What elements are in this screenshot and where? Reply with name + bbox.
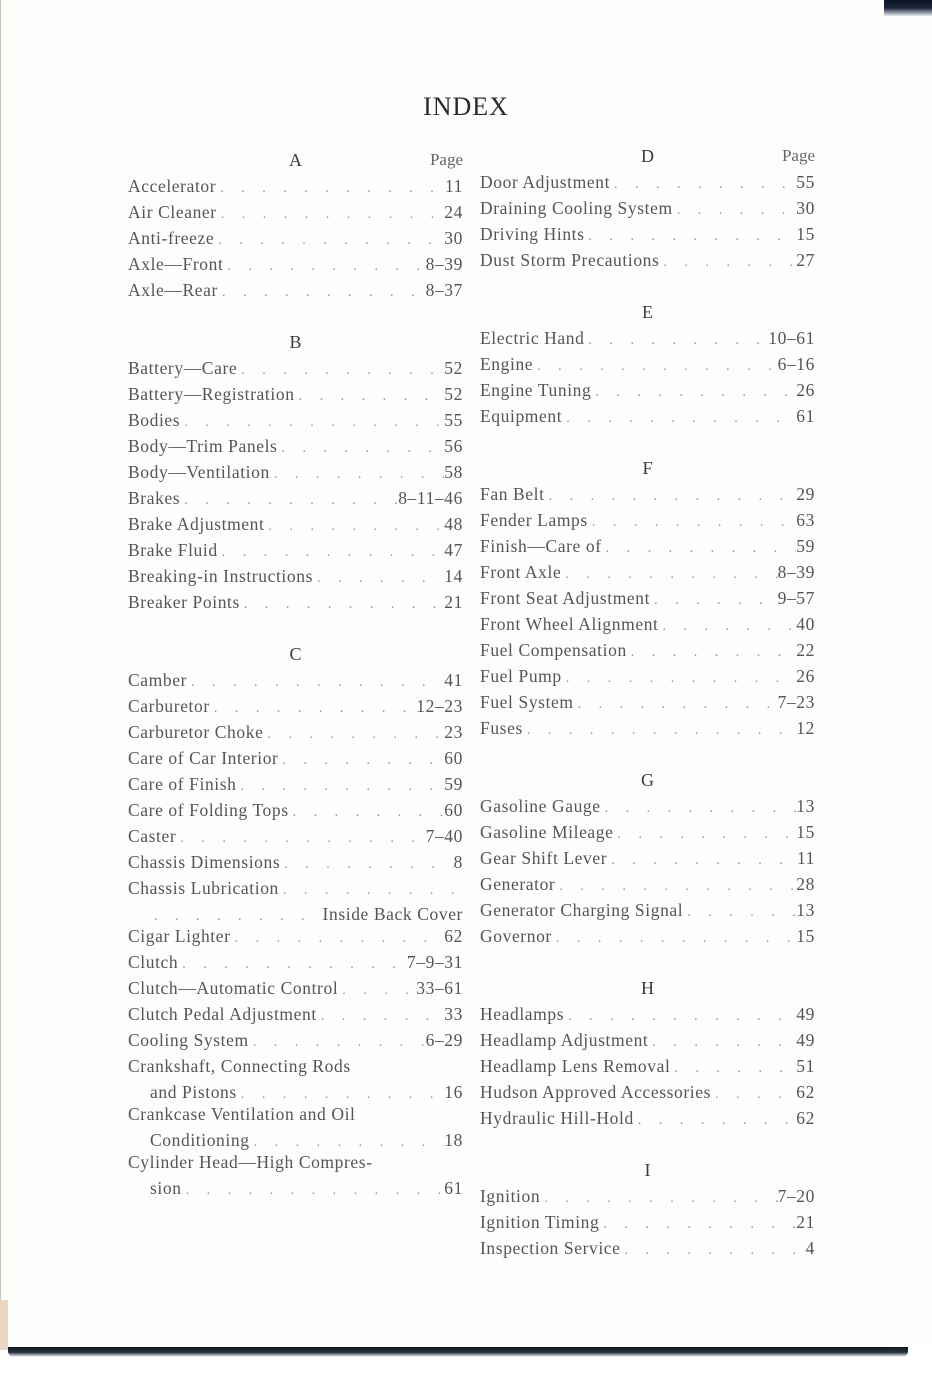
index-entry xyxy=(128,878,463,904)
index-entry xyxy=(480,822,815,848)
entry-name: Battery—Care xyxy=(128,358,238,378)
page-edge xyxy=(0,1300,8,1350)
entry-page: 21 xyxy=(444,592,463,612)
index-entry xyxy=(128,462,463,488)
leader-dots xyxy=(602,541,797,557)
index-entry xyxy=(480,640,815,666)
entry-name: Caster xyxy=(128,826,177,846)
leader-dots xyxy=(240,597,444,613)
entry-name: Headlamp Adjustment xyxy=(480,1030,649,1050)
entry-name: Electric Hand xyxy=(480,328,585,348)
index-entry-continuation xyxy=(128,1082,463,1104)
section-gap xyxy=(128,306,463,332)
leader-dots xyxy=(218,545,445,561)
section-letter: F xyxy=(642,458,653,478)
entry-name: Carburetor Choke xyxy=(128,722,264,742)
entry-page: 16 xyxy=(444,1082,463,1102)
section-gap xyxy=(480,744,815,770)
index-entry xyxy=(128,774,463,800)
index-entry xyxy=(480,718,815,744)
entry-page: 22 xyxy=(796,640,815,660)
page-column-header: Page xyxy=(781,146,815,165)
leader-dots xyxy=(673,203,797,219)
index-entry xyxy=(480,1108,815,1134)
index-entry xyxy=(480,406,815,432)
leader-dots xyxy=(621,1243,806,1259)
entry-page: 23 xyxy=(444,722,463,742)
section-letter: D xyxy=(641,146,654,166)
entry-page: 26 xyxy=(796,380,815,400)
index-entry xyxy=(128,254,463,280)
entry-name: Front Wheel Alignment xyxy=(480,614,659,634)
leader-dots xyxy=(210,701,416,717)
index-entry-continuation xyxy=(128,1178,463,1200)
index-entry xyxy=(480,562,815,588)
leader-dots xyxy=(218,285,426,301)
index-entry xyxy=(480,1056,815,1082)
entry-name: Headlamps xyxy=(480,1004,565,1024)
entry-page: 4 xyxy=(805,1238,815,1258)
index-entry xyxy=(480,380,815,406)
index-entry xyxy=(480,874,815,900)
index-entry xyxy=(480,614,815,640)
index-entry xyxy=(128,228,463,254)
index-entry xyxy=(480,666,815,692)
entry-page: 27 xyxy=(796,250,815,270)
index-entry xyxy=(480,900,815,926)
index-entry xyxy=(480,328,815,354)
section-gap xyxy=(480,1134,815,1160)
entry-page: 41 xyxy=(444,670,463,690)
entry-page: 21 xyxy=(796,1212,815,1232)
section-heading xyxy=(480,146,815,172)
index-entry xyxy=(128,852,463,878)
entry-name: Fuel Compensation xyxy=(480,640,627,660)
index-entry xyxy=(128,670,463,696)
entry-name: Generator Charging Signal xyxy=(480,900,684,920)
index-entry xyxy=(480,510,815,536)
entry-page: 7–20 xyxy=(777,1186,815,1206)
leader-dots xyxy=(180,415,444,431)
entry-name: Engine xyxy=(480,354,534,374)
entry-name: Fuel System xyxy=(480,692,574,712)
leader-dots xyxy=(591,385,796,401)
entry-page: Inside Back Cover xyxy=(322,904,463,924)
entry-page: 52 xyxy=(444,358,463,378)
leader-dots xyxy=(555,879,796,895)
entry-name: Care of Finish xyxy=(128,774,237,794)
index-entry xyxy=(128,566,463,592)
index-entry xyxy=(480,1238,815,1264)
leader-dots xyxy=(223,259,425,275)
leader-dots xyxy=(533,359,777,375)
index-entry xyxy=(480,354,815,380)
entry-page: 63 xyxy=(796,510,815,530)
entry-name: Bodies xyxy=(128,410,181,430)
section-gap xyxy=(480,276,815,302)
index-entry xyxy=(480,588,815,614)
index-entry xyxy=(128,358,463,384)
entry-name: Fender Lamps xyxy=(480,510,588,530)
leader-dots xyxy=(295,389,445,405)
leader-dots xyxy=(250,1135,445,1151)
leader-dots xyxy=(601,801,797,817)
leader-dots xyxy=(588,515,796,531)
leader-dots xyxy=(650,593,777,609)
entry-page: 61 xyxy=(796,406,815,426)
entry-name: Gasoline Gauge xyxy=(480,796,601,816)
entry-name: Driving Hints xyxy=(480,224,585,244)
entry-page: 55 xyxy=(796,172,815,192)
entry-page: 8 xyxy=(453,852,463,872)
entry-page: 8–39 xyxy=(777,562,815,582)
index-entry xyxy=(128,800,463,826)
index-entry xyxy=(480,1186,815,1212)
entry-name: Brake Fluid xyxy=(128,540,218,560)
index-entry xyxy=(128,926,463,952)
leader-dots xyxy=(178,957,407,973)
leader-dots xyxy=(659,255,796,271)
page-title: INDEX xyxy=(423,92,509,121)
entry-page: 47 xyxy=(444,540,463,560)
entry-page: 52 xyxy=(444,384,463,404)
leader-dots xyxy=(217,207,445,223)
entry-name: Battery—Registration xyxy=(128,384,295,404)
entry-name: Ignition xyxy=(480,1186,541,1206)
entry-name: Clutch Pedal Adjustment xyxy=(128,1004,317,1024)
index-entry xyxy=(480,536,815,562)
entry-name: Finish—Care of xyxy=(480,536,602,556)
entry-page: 15 xyxy=(796,224,815,244)
index-entry xyxy=(480,1004,815,1030)
entry-name: Inspection Service xyxy=(480,1238,621,1258)
section-letter: B xyxy=(289,332,302,352)
entry-name: Brakes xyxy=(128,488,181,508)
entry-name: Care of Car Interior xyxy=(128,748,279,768)
section-heading xyxy=(128,644,463,670)
scan-shadow-top xyxy=(884,0,932,16)
section-heading xyxy=(480,458,815,484)
entry-page: 28 xyxy=(796,874,815,894)
entry-page: 62 xyxy=(796,1108,815,1128)
entry-name: Camber xyxy=(128,670,187,690)
entry-page: 48 xyxy=(444,514,463,534)
entry-name: Door Adjustment xyxy=(480,172,611,192)
leader-dots xyxy=(278,753,444,769)
section-letter: A xyxy=(289,150,302,170)
leader-dots xyxy=(180,493,398,509)
entry-name: Ignition Timing xyxy=(480,1212,600,1232)
section-letter: G xyxy=(641,770,654,790)
leader-dots xyxy=(214,233,444,249)
entry-page: 6–29 xyxy=(425,1030,463,1050)
section-heading xyxy=(480,1160,815,1186)
entry-page: 62 xyxy=(444,926,463,946)
leader-dots xyxy=(540,1191,777,1207)
entry-page: 8–37 xyxy=(425,280,463,300)
entry-name: Accelerator xyxy=(128,176,217,196)
entry-page: 61 xyxy=(444,1178,463,1198)
entry-name: Draining Cooling System xyxy=(480,198,673,218)
page-column-header: Page xyxy=(429,150,463,169)
leader-dots xyxy=(614,827,797,843)
entry-name: Chassis Lubrication xyxy=(128,878,279,898)
entry-page: 51 xyxy=(796,1056,815,1076)
entry-page: 26 xyxy=(796,666,815,686)
scan-shadow-bottom xyxy=(8,1347,908,1357)
entry-page: 7–40 xyxy=(425,826,463,846)
index-entry xyxy=(128,1056,463,1082)
entry-name: Front Axle xyxy=(480,562,562,582)
entry-page: 59 xyxy=(444,774,463,794)
entry-page: 9–57 xyxy=(777,588,815,608)
entry-name: Gasoline Mileage xyxy=(480,822,614,842)
index-entry xyxy=(480,198,815,224)
leader-dots xyxy=(552,931,796,947)
leader-dots xyxy=(634,1113,796,1129)
entry-name: Fan Belt xyxy=(480,484,545,504)
leader-dots xyxy=(574,697,778,713)
entry-page: 15 xyxy=(796,822,815,842)
entry-page: 11 xyxy=(444,176,463,196)
index-entry xyxy=(128,952,463,978)
entry-name: Hudson Approved Accessories xyxy=(480,1082,712,1102)
entry-name: Crankshaft, Connecting Rods xyxy=(128,1056,351,1076)
entry-page: 11 xyxy=(796,848,815,868)
leader-dots xyxy=(237,1087,444,1103)
leader-dots xyxy=(317,1009,445,1025)
entry-page: 60 xyxy=(444,748,463,768)
entry-page: 8–11–46 xyxy=(398,488,463,508)
leader-dots xyxy=(231,931,445,947)
entry-page: 29 xyxy=(796,484,815,504)
index-entry xyxy=(128,488,463,514)
section-gap xyxy=(128,618,463,644)
entry-name: Engine Tuning xyxy=(480,380,592,400)
leader-dots xyxy=(237,363,444,379)
section-heading xyxy=(128,332,463,358)
index-entry xyxy=(128,436,463,462)
index-entry xyxy=(480,250,815,276)
leader-dots xyxy=(610,177,796,193)
leader-dots xyxy=(280,857,453,873)
entry-page: 56 xyxy=(444,436,463,456)
leader-dots xyxy=(627,645,797,661)
entry-page: 49 xyxy=(796,1004,815,1024)
leader-dots xyxy=(270,467,444,483)
section-letter: I xyxy=(644,1160,651,1180)
leader-dots xyxy=(277,441,444,457)
entry-name: Conditioning xyxy=(150,1130,250,1150)
section-letter: C xyxy=(289,644,302,664)
entry-name: Cigar Lighter xyxy=(128,926,231,946)
entry-name: Equipment xyxy=(480,406,563,426)
entry-name: Carburetor xyxy=(128,696,210,716)
entry-name: Governor xyxy=(480,926,552,946)
leader-dots xyxy=(176,831,425,847)
entry-page: 33 xyxy=(444,1004,463,1024)
leader-dots xyxy=(249,1035,426,1051)
leader-dots xyxy=(599,1217,796,1233)
index-entry xyxy=(128,748,463,774)
index-entry xyxy=(480,1212,815,1238)
entry-name: Air Cleaner xyxy=(128,202,217,222)
leader-dots xyxy=(562,411,796,427)
entry-name: and Pistons xyxy=(150,1082,237,1102)
index-entry xyxy=(128,540,463,566)
section-heading xyxy=(128,150,463,176)
leader-dots xyxy=(150,909,323,925)
entry-name: Generator xyxy=(480,874,556,894)
entry-page: 12 xyxy=(796,718,815,738)
leader-dots xyxy=(659,619,797,635)
entry-name: Breaker Points xyxy=(128,592,240,612)
index-entry xyxy=(480,692,815,718)
index-column-left xyxy=(128,150,463,1200)
entry-page: 60 xyxy=(444,800,463,820)
leader-dots xyxy=(216,181,445,197)
index-entry xyxy=(128,410,463,436)
index-column-right xyxy=(480,146,815,1264)
index-entry xyxy=(128,1104,463,1130)
entry-name: Care of Folding Tops xyxy=(128,800,289,820)
index-entry xyxy=(128,1030,463,1056)
leader-dots xyxy=(545,489,797,505)
leader-dots xyxy=(711,1087,796,1103)
entry-name: Gear Shift Lever xyxy=(480,848,608,868)
entry-page: 12–23 xyxy=(416,696,463,716)
entry-name: Body—Trim Panels xyxy=(128,436,278,456)
entry-page: 7–9–31 xyxy=(406,952,463,972)
section-heading xyxy=(480,770,815,796)
index-entry xyxy=(480,796,815,822)
entry-name: Hydraulic Hill-Hold xyxy=(480,1108,634,1128)
leader-dots xyxy=(607,853,797,869)
entry-page: 55 xyxy=(444,410,463,430)
entry-page: 30 xyxy=(796,198,815,218)
leader-dots xyxy=(564,1009,796,1025)
scan-margin-right xyxy=(888,16,932,1346)
leader-dots xyxy=(585,333,769,349)
entry-page: 30 xyxy=(444,228,463,248)
index-entry xyxy=(480,848,815,874)
index-entry xyxy=(128,176,463,202)
leader-dots xyxy=(523,723,796,739)
section-letter: H xyxy=(641,978,654,998)
leader-dots xyxy=(237,779,445,795)
entry-page: 15 xyxy=(796,926,815,946)
leader-dots xyxy=(279,883,463,899)
entry-page: 62 xyxy=(796,1082,815,1102)
entry-page: 59 xyxy=(796,536,815,556)
index-entry xyxy=(480,1030,815,1056)
index-entry-continuation xyxy=(128,1130,463,1152)
index-entry xyxy=(480,224,815,250)
entry-name: Cooling System xyxy=(128,1030,249,1050)
entry-name: Clutch—Automatic Control xyxy=(128,978,339,998)
entry-name: Fuses xyxy=(480,718,523,738)
leader-dots xyxy=(182,1183,445,1199)
section-heading xyxy=(480,978,815,1004)
leader-dots xyxy=(683,905,796,921)
leader-dots xyxy=(289,805,445,821)
entry-name: Body—Ventilation xyxy=(128,462,270,482)
entry-page: 6–16 xyxy=(777,354,815,374)
entry-page: 13 xyxy=(796,796,815,816)
entry-name: Anti-freeze xyxy=(128,228,215,248)
leader-dots xyxy=(263,727,444,743)
index-entry xyxy=(480,172,815,198)
index-entry-continuation xyxy=(128,904,463,926)
index-entry xyxy=(128,722,463,748)
entry-name: Crankcase Ventilation and Oil xyxy=(128,1104,356,1124)
index-entry xyxy=(128,696,463,722)
leader-dots xyxy=(561,567,777,583)
leader-dots xyxy=(670,1061,796,1077)
index-entry xyxy=(128,592,463,618)
entry-name: Axle—Front xyxy=(128,254,224,274)
entry-name: Brake Adjustment xyxy=(128,514,265,534)
index-entry xyxy=(128,826,463,852)
index-entry xyxy=(128,1152,463,1178)
entry-page: 8–39 xyxy=(425,254,463,274)
entry-name: Breaking-in Instructions xyxy=(128,566,313,586)
section-gap xyxy=(480,432,815,458)
entry-page: 14 xyxy=(444,566,463,586)
section-gap xyxy=(480,952,815,978)
leader-dots xyxy=(585,229,797,245)
leader-dots xyxy=(338,983,416,999)
entry-page: 40 xyxy=(796,614,815,634)
entry-page: 58 xyxy=(444,462,463,482)
entry-page: 49 xyxy=(796,1030,815,1050)
index-entry xyxy=(128,978,463,1004)
index-entry xyxy=(128,202,463,228)
leader-dots xyxy=(187,675,444,691)
entry-page: 24 xyxy=(444,202,463,222)
index-entry xyxy=(128,280,463,306)
index-entry xyxy=(128,514,463,540)
index-entry xyxy=(128,1004,463,1030)
entry-page: 33–61 xyxy=(416,978,463,998)
entry-name: Dust Storm Precautions xyxy=(480,250,660,270)
entry-name: Clutch xyxy=(128,952,179,972)
entry-page: 7–23 xyxy=(777,692,815,712)
index-entry xyxy=(128,384,463,410)
leader-dots xyxy=(562,671,797,687)
entry-name: sion xyxy=(150,1178,182,1198)
entry-page: 18 xyxy=(444,1130,463,1150)
leader-dots xyxy=(313,571,444,587)
leader-dots xyxy=(648,1035,796,1051)
entry-name: Fuel Pump xyxy=(480,666,562,686)
entry-name: Chassis Dimensions xyxy=(128,852,281,872)
leader-dots xyxy=(264,519,444,535)
entry-page: 10–61 xyxy=(768,328,815,348)
section-letter: E xyxy=(642,302,653,322)
index-entry xyxy=(480,926,815,952)
section-heading xyxy=(480,302,815,328)
entry-name: Headlamp Lens Removal xyxy=(480,1056,671,1076)
entry-page: 13 xyxy=(796,900,815,920)
entry-name: Front Seat Adjustment xyxy=(480,588,651,608)
index-entry xyxy=(480,1082,815,1108)
index-entry xyxy=(480,484,815,510)
entry-name: Axle—Rear xyxy=(128,280,218,300)
entry-name: Cylinder Head—High Compres- xyxy=(128,1152,373,1172)
